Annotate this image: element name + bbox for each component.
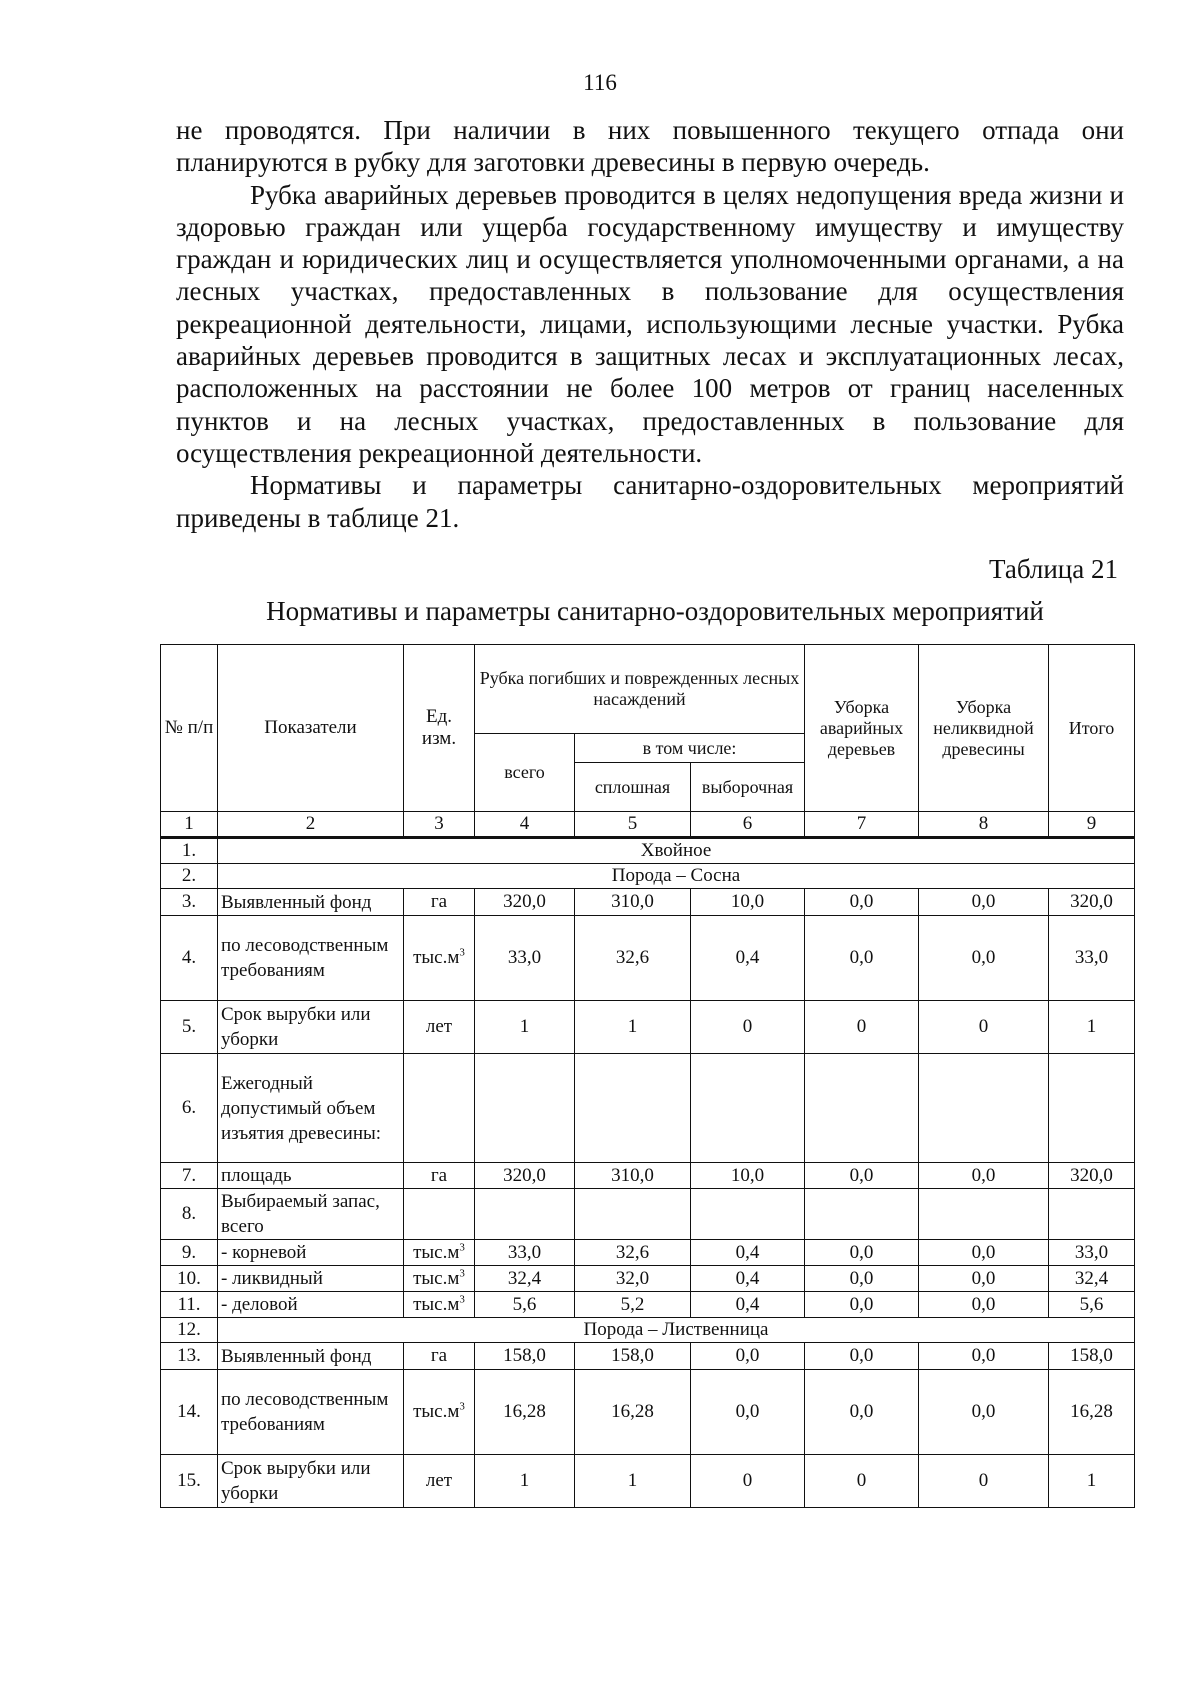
indicator-cell: Срок вырубки или уборки	[218, 1001, 404, 1054]
value-cell: 0,4	[691, 1292, 805, 1318]
row-number-cell: 9.	[161, 1240, 218, 1266]
table-row	[161, 1001, 1135, 1054]
row-number-cell: 8.	[161, 1189, 218, 1240]
column-number-cell: 2	[218, 812, 404, 838]
value-cell: 320,0	[1049, 1163, 1135, 1189]
value-cell: 5,6	[1049, 1292, 1135, 1318]
table-row	[161, 1343, 1135, 1370]
value-cell: 33,0	[475, 1240, 575, 1266]
table-row	[161, 1455, 1135, 1508]
value-cell: 0	[805, 1455, 919, 1508]
value-cell: 0,0	[805, 1292, 919, 1318]
value-cell: 0,0	[691, 1370, 805, 1455]
column-number-cell: 8	[919, 812, 1049, 838]
table-row	[161, 1266, 1135, 1292]
unit-text: га	[430, 1164, 448, 1186]
value-cell: 310,0	[575, 1163, 691, 1189]
row-number-cell: 1.	[161, 838, 218, 864]
header-unit: Ед. изм.	[404, 645, 475, 812]
indicator-cell: по лесоводственным требованиям	[218, 1370, 404, 1455]
value-cell: 1	[1049, 1001, 1135, 1054]
section-header-cell: Хвойное	[218, 838, 1135, 864]
value-cell	[575, 1189, 691, 1240]
value-cell: 16,28	[575, 1370, 691, 1455]
unit-cell	[404, 1054, 475, 1163]
value-cell: 0,0	[691, 1343, 805, 1370]
indicator-cell: Выявленный фонд	[218, 1343, 404, 1370]
column-number-cell: 4	[475, 812, 575, 838]
table-row	[161, 889, 1135, 916]
value-cell: 5,6	[475, 1292, 575, 1318]
value-cell: 0	[919, 1001, 1049, 1054]
value-cell: 0,4	[691, 916, 805, 1001]
value-cell: 0,0	[805, 1343, 919, 1370]
table-title-text: Нормативы и параметры санитарно-оздоровительных мероприятий	[266, 596, 1044, 626]
header-total: Итого	[1049, 645, 1135, 812]
header-clear: сплошная	[575, 763, 691, 812]
unit-text: тыс.м	[413, 1267, 460, 1289]
unit-superscript: 3	[459, 1400, 465, 1413]
table-row	[161, 1318, 1135, 1343]
value-cell: 0,4	[691, 1240, 805, 1266]
unit-cell	[404, 889, 475, 916]
unit-cell	[404, 1163, 475, 1189]
unit-text: лет	[425, 1016, 453, 1037]
value-cell: 16,28	[475, 1370, 575, 1455]
value-cell: 0,0	[919, 1163, 1049, 1189]
header-indicators: Показатели	[218, 645, 404, 812]
value-cell: 158,0	[475, 1343, 575, 1370]
value-cell: 0,0	[919, 889, 1049, 916]
unit-superscript: 3	[459, 1293, 465, 1306]
table-label: Таблица 21	[989, 554, 1118, 584]
column-number-cell: 7	[805, 812, 919, 838]
table-row	[161, 1189, 1135, 1240]
table-row	[161, 1054, 1135, 1163]
indicator-cell: - корневой	[218, 1240, 404, 1266]
value-cell: 33,0	[475, 916, 575, 1001]
unit-text: тыс.м	[413, 947, 460, 968]
value-cell: 0	[919, 1455, 1049, 1508]
value-cell	[1049, 1054, 1135, 1163]
indicator-cell: Срок вырубки или уборки	[218, 1455, 404, 1508]
value-cell	[475, 1054, 575, 1163]
indicator-cell: Выбираемый запас, всего	[218, 1189, 404, 1240]
norms-table	[160, 644, 1135, 1508]
table-row	[161, 1370, 1135, 1455]
value-cell: 10,0	[691, 1163, 805, 1189]
unit-cell	[404, 1189, 475, 1240]
unit-cell	[404, 1455, 475, 1508]
unit-text: тыс.м	[413, 1241, 460, 1263]
row-number-cell: 3.	[161, 889, 218, 916]
value-cell: 33,0	[1049, 916, 1135, 1001]
value-cell: 32,4	[1049, 1266, 1135, 1292]
table-row	[161, 864, 1135, 889]
section-header-cell: Порода – Лиственница	[218, 1318, 1135, 1343]
header-selective: выборочная	[691, 763, 805, 812]
unit-cell	[404, 1343, 475, 1370]
column-number-row	[161, 812, 1135, 838]
value-cell	[919, 1054, 1049, 1163]
value-cell: 0,0	[919, 1292, 1049, 1318]
unit-text: тыс.м	[413, 1401, 460, 1422]
indicator-cell: по лесоводственным требованиям	[218, 916, 404, 1001]
value-cell: 0,0	[805, 889, 919, 916]
value-cell: 0,0	[805, 1163, 919, 1189]
unit-text: га	[430, 1345, 448, 1366]
row-number-cell: 6.	[161, 1054, 218, 1163]
paragraph: не проводятся. При наличии в них повышенного текущего отпада они планируются в рубку для заготовки древесины в первую очередь.	[176, 115, 1124, 178]
value-cell: 0,0	[805, 1240, 919, 1266]
unit-text: га	[430, 891, 448, 912]
body-text	[176, 114, 1124, 534]
paragraph: Рубка аварийных деревьев проводится в целях недопущения вреда жизни и здоровью граждан или ущерба государственному имуществу и имуществу граждан и юридических лиц и осуществляется уполномоченными органами, а на лесных участках, предоставленных в пользование для осуществления рекреационной деятельности, лицами, использующими лесные участки. Рубка аварийных деревьев проводится в защитных лесах и эксплуатационных лесах, расположенных на расстоянии не более 100 метров от границ населенных пунктов и на лесных участках, предоставленных в пользование для осуществления рекреационной деятельности.	[176, 179, 1124, 468]
unit-cell	[404, 1001, 475, 1054]
table-row	[161, 916, 1135, 1001]
paragraph: Нормативы и параметры санитарно-оздоровительных мероприятий приведены в таблице 21.	[176, 470, 1124, 533]
header-emergency: Уборка аварийных деревьев	[805, 645, 919, 812]
value-cell: 0,0	[919, 1266, 1049, 1292]
value-cell: 0,0	[919, 916, 1049, 1001]
unit-cell	[404, 1240, 475, 1266]
row-number-cell: 4.	[161, 916, 218, 1001]
indicator-cell: площадь	[218, 1163, 404, 1189]
header-no: № п/п	[161, 645, 218, 812]
indicator-cell: Ежегодный допустимый объем изъятия древесины:	[218, 1054, 404, 1163]
value-cell	[919, 1189, 1049, 1240]
value-cell: 32,0	[575, 1266, 691, 1292]
value-cell: 0	[691, 1001, 805, 1054]
value-cell: 1	[575, 1455, 691, 1508]
value-cell	[691, 1054, 805, 1163]
unit-cell	[404, 1370, 475, 1455]
value-cell: 0	[805, 1001, 919, 1054]
header-felling-group: Рубка погибших и поврежденных лесных насаждений	[475, 645, 805, 734]
value-cell: 158,0	[575, 1343, 691, 1370]
value-cell	[475, 1189, 575, 1240]
indicator-cell: Выявленный фонд	[218, 889, 404, 916]
unit-cell	[404, 916, 475, 1001]
table-row	[161, 1240, 1135, 1266]
row-number-cell: 13.	[161, 1343, 218, 1370]
value-cell: 320,0	[1049, 889, 1135, 916]
value-cell	[805, 1189, 919, 1240]
value-cell: 32,6	[575, 916, 691, 1001]
unit-text: лет	[425, 1470, 453, 1491]
indicator-cell: - ликвидный	[218, 1266, 404, 1292]
value-cell	[1049, 1189, 1135, 1240]
section-header-cell: Порода – Сосна	[218, 864, 1135, 889]
table-title	[0, 596, 1200, 627]
value-cell: 158,0	[1049, 1343, 1135, 1370]
table-row	[161, 838, 1135, 864]
column-number-cell: 9	[1049, 812, 1135, 838]
indicator-cell: - деловой	[218, 1292, 404, 1318]
unit-text: тыс.м	[413, 1293, 460, 1315]
header-including: в том числе:	[575, 734, 805, 763]
value-cell: 320,0	[475, 1163, 575, 1189]
row-number-cell: 5.	[161, 1001, 218, 1054]
unit-superscript: 3	[459, 1267, 465, 1280]
header-illiquid: Уборка неликвидной древесины	[919, 645, 1049, 812]
value-cell: 32,6	[575, 1240, 691, 1266]
unit-superscript: 3	[459, 946, 465, 959]
unit-cell	[404, 1292, 475, 1318]
page-number: 116	[583, 70, 617, 95]
value-cell: 1	[475, 1001, 575, 1054]
value-cell: 16,28	[1049, 1370, 1135, 1455]
row-number-cell: 2.	[161, 864, 218, 889]
value-cell: 1	[575, 1001, 691, 1054]
value-cell: 0,4	[691, 1266, 805, 1292]
row-number-cell: 11.	[161, 1292, 218, 1318]
row-number-cell: 12.	[161, 1318, 218, 1343]
unit-superscript: 3	[459, 1241, 465, 1254]
value-cell: 0,0	[805, 1370, 919, 1455]
unit-cell	[404, 1266, 475, 1292]
row-number-cell: 7.	[161, 1163, 218, 1189]
value-cell: 1	[1049, 1455, 1135, 1508]
value-cell: 0	[691, 1455, 805, 1508]
value-cell: 320,0	[475, 889, 575, 916]
value-cell: 0,0	[805, 1266, 919, 1292]
column-number-cell: 1	[161, 812, 218, 838]
value-cell: 0,0	[805, 916, 919, 1001]
header-all: всего	[475, 734, 575, 812]
value-cell: 33,0	[1049, 1240, 1135, 1266]
row-number-cell: 15.	[161, 1455, 218, 1508]
column-number-cell: 3	[404, 812, 475, 838]
value-cell: 1	[475, 1455, 575, 1508]
value-cell	[805, 1054, 919, 1163]
row-number-cell: 14.	[161, 1370, 218, 1455]
value-cell: 10,0	[691, 889, 805, 916]
value-cell: 0,0	[919, 1240, 1049, 1266]
column-number-cell: 6	[691, 812, 805, 838]
value-cell: 32,4	[475, 1266, 575, 1292]
table-row	[161, 1292, 1135, 1318]
column-number-cell: 5	[575, 812, 691, 838]
value-cell: 5,2	[575, 1292, 691, 1318]
value-cell: 0,0	[919, 1343, 1049, 1370]
value-cell: 310,0	[575, 889, 691, 916]
row-number-cell: 10.	[161, 1266, 218, 1292]
value-cell	[575, 1054, 691, 1163]
value-cell	[691, 1189, 805, 1240]
value-cell: 0,0	[919, 1370, 1049, 1455]
table-row	[161, 1163, 1135, 1189]
